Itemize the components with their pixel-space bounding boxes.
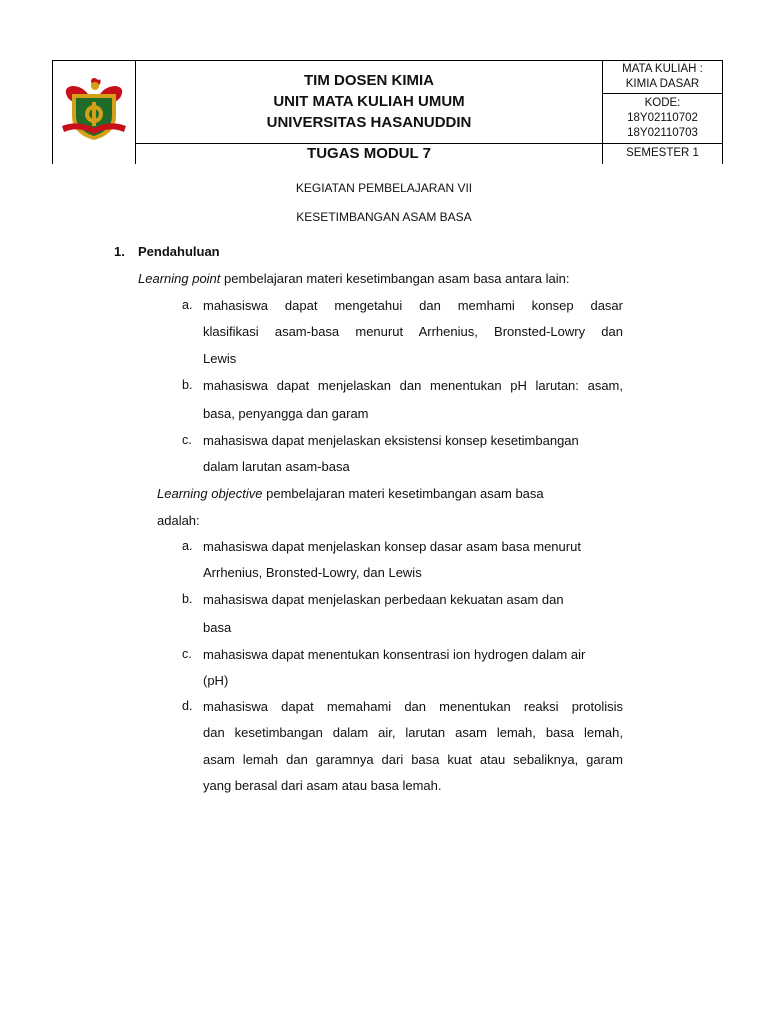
- list-item-line: asam lemah dan garamnya dari basa kuat atau sebaliknya, garam: [203, 752, 623, 767]
- list-item-label: b.: [182, 592, 193, 606]
- list-item-label: c.: [182, 647, 192, 661]
- list-item-line: mahasiswa dapat memahami dan menentukan reaksi protolisis: [203, 699, 623, 714]
- list-item-line: dan kesetimbangan dalam air, larutan asam lemah, basa lemah,: [203, 725, 623, 740]
- list-item-label: b.: [182, 378, 193, 392]
- list-item-line: mahasiswa dapat menjelaskan dan menentukan pH larutan: asam,: [203, 378, 623, 393]
- list-item-line: mahasiswa dapat menjelaskan eksistensi konsep kesetimbangan: [203, 433, 579, 448]
- list-item-label: d.: [182, 699, 193, 713]
- list-item-line: dalam larutan asam-basa: [203, 459, 350, 474]
- list-item-line: Lewis: [203, 351, 237, 366]
- semester-label: SEMESTER 1: [626, 147, 699, 159]
- learning-objective-continuation: adalah:: [157, 513, 200, 528]
- list-item-line: mahasiswa dapat mengetahui dan memhami konsep dasar: [203, 298, 623, 313]
- list-item-line: basa, penyangga dan garam: [203, 406, 369, 421]
- learning-objective-term: Learning objective: [157, 486, 263, 501]
- learning-objective-text: pembelajaran materi kesetimbangan asam basa: [262, 486, 544, 501]
- table-cell-divider-1: [602, 93, 723, 94]
- section-heading: Pendahuluan: [138, 244, 220, 259]
- list-item-line: Arrhenius, Bronsted-Lowry, dan Lewis: [203, 565, 422, 580]
- list-item-line: (pH): [203, 673, 229, 688]
- section-number: 1.: [114, 244, 125, 259]
- list-item-line: basa: [203, 620, 232, 635]
- table-border-right: [722, 60, 723, 164]
- institution-line-3: UNIVERSITAS HASANUDDIN: [266, 114, 472, 131]
- list-item-line: mahasiswa dapat menjelaskan perbedaan kekuatan asam dan: [203, 592, 564, 607]
- learning-point-sentence: [138, 271, 569, 286]
- list-item-label: a.: [182, 298, 193, 312]
- list-item-line: yang berasal dari asam atau basa lemah.: [203, 778, 442, 793]
- institution-line-2: UNIT MATA KULIAH UMUM: [273, 93, 465, 110]
- mata-kuliah-label: MATA KULIAH :: [622, 63, 703, 75]
- assignment-title: TUGAS MODUL 7: [307, 145, 431, 162]
- list-item-label: a.: [182, 539, 193, 553]
- mata-kuliah-value: KIMIA DASAR: [625, 78, 700, 90]
- university-logo: [58, 76, 130, 142]
- learning-point-term: Learning point: [138, 271, 221, 286]
- list-item-line: mahasiswa dapat menentukan konsentrasi ion hydrogen dalam air: [203, 647, 586, 662]
- topic-title: KESETIMBANGAN ASAM BASA: [296, 210, 472, 224]
- kode-label: KODE:: [644, 97, 681, 109]
- table-border-left: [52, 60, 53, 164]
- kode-value-1: 18Y02110702: [627, 112, 698, 124]
- table-border-top: [52, 60, 723, 61]
- list-item-line: mahasiswa dapat menjelaskan konsep dasar asam basa menurut: [203, 539, 581, 554]
- kode-value-2: 18Y02110703: [627, 127, 698, 139]
- activity-title: KEGIATAN PEMBELAJARAN VII: [295, 181, 473, 195]
- list-item-label: c.: [182, 433, 192, 447]
- institution-line-1: TIM DOSEN KIMIA: [304, 72, 434, 89]
- institution-block: [136, 70, 602, 133]
- learning-point-text: pembelajaran materi kesetimbangan asam basa antara lain:: [220, 271, 570, 286]
- list-item-line: klasifikasi asam-basa menurut Arrhenius, Bronsted-Lowry dan: [203, 324, 623, 339]
- learning-objective-sentence: [157, 486, 544, 501]
